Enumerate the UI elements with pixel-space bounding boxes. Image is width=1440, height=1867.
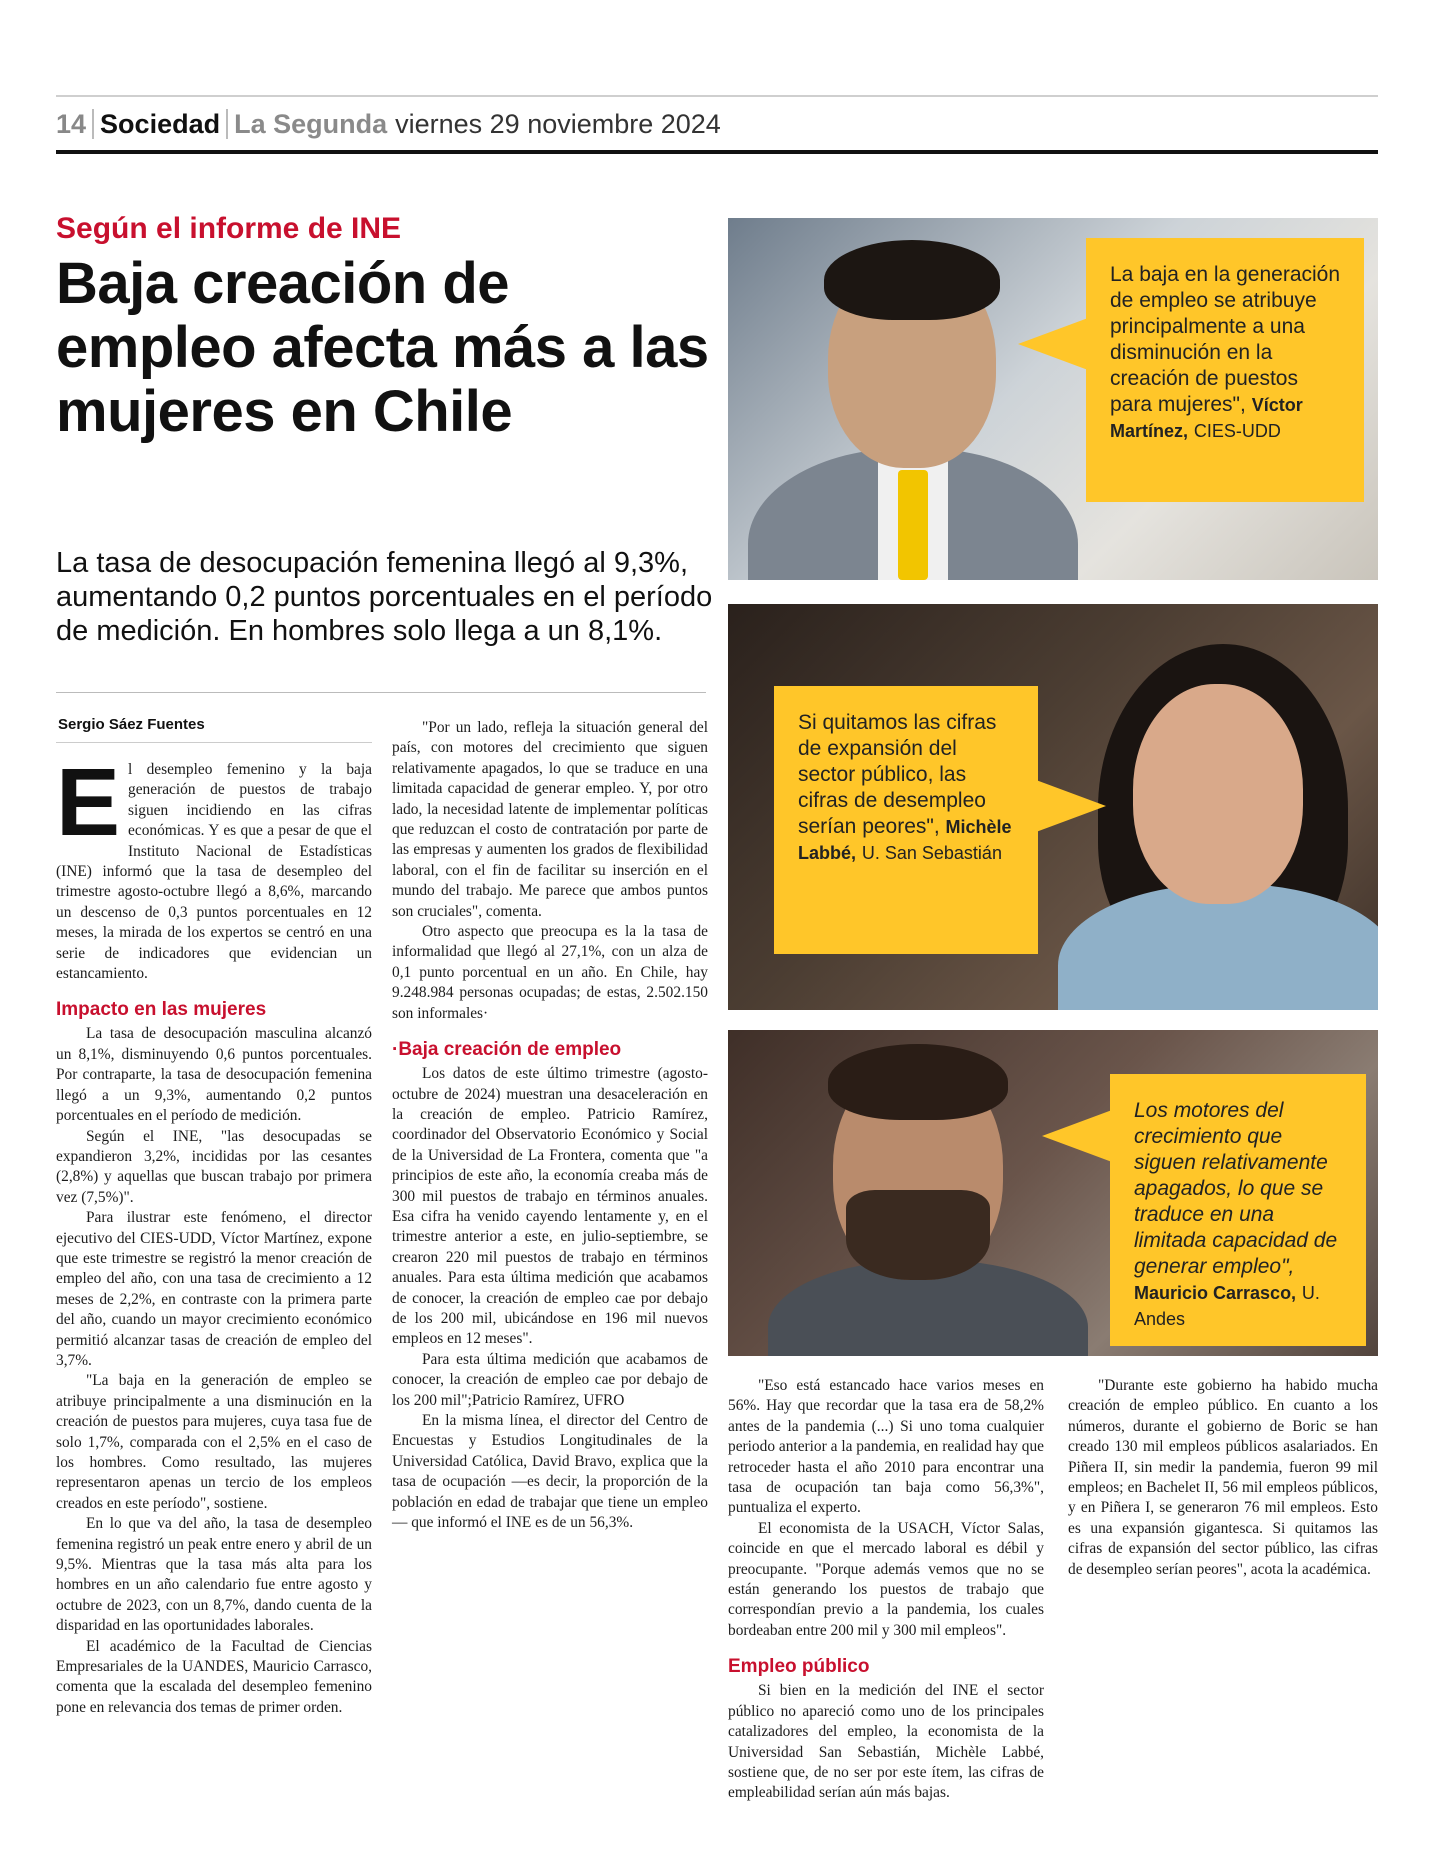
paragraph: El académico de la Facultad de Ciencias Empresariales de la UANDES, Mauricio Carrasco, comenta que la escalada del desempleo femenino pone en relevancia dos temas de primer orden.	[56, 1637, 372, 1716]
quote-affiliation: U. San Sebastián	[861, 843, 1002, 863]
quote-author: Víctor Martínez,	[1110, 395, 1303, 441]
header-top-rule	[56, 95, 1378, 97]
page-header	[56, 100, 721, 148]
article-column-4	[1068, 1376, 1378, 1580]
quote-affiliation: CIES-UDD	[1193, 421, 1281, 441]
subheading-baja-creacion: ·Baja creación de empleo	[392, 1039, 622, 1061]
paragraph: Los datos de este último trimestre (agosto-octubre de 2024) muestran una desaceleración en la creación de empleo. Patricio Ramírez, coordinador del Observatorio Económico y Social de la Universidad de La Frontera, comenta que "a principios de este año, la economía creaba más de 300 mil puestos de trabajo en términos anuales. Esa cifra ha venido cayendo lentamente y, en el trimestre anterior a este, en julio-septiembre, se crearon 220 mil puestos de trabajo en términos anuales. Para esta última medición que acabamos de conocer, la creación de empleo cae por debajo de los 200 mil, ubicándose en 196 mil nuevos empleos en 12 meses".	[392, 1065, 708, 1348]
photo-victor-martinez	[728, 218, 1378, 580]
paragraph: Según el INE, "las desocupadas se expandieron 3,2%, incididas por las cesantes (2,8%) y aquellas que buscan trabajo por primera vez (7,5%)".	[56, 1127, 372, 1206]
quote-text: Los motores del crecimiento que siguen relativamente apagados, lo que se traduce en una limitada capacidad de generar empleo",	[1134, 1099, 1338, 1278]
paragraph: Para esta última medición que acabamos de conocer, la creación de empleo cae por debajo de los 200 mil";Patricio Ramírez, UFRO	[392, 1350, 708, 1409]
paragraph: La tasa de desocupación masculina alcanzó un 8,1%, disminuyendo 0,6 puntos porcentuales. Por contraparte, la tasa de desocupación femenina llegó a un 9,3%, aumentando 0,2 puntos porcentuales en el período de medición.	[56, 1025, 372, 1125]
section-name: Sociedad	[100, 108, 221, 139]
article-kicker: Según el informe de INE	[56, 212, 402, 245]
paragraph: "Por un lado, refleja la situación general del país, con motores del crecimiento que siguen relativamente apagados, lo que se traduce en una limitada capacidad de generar empleo. Y, por otro lado, la necesidad latente de implementar políticas que reduzcan el costo de contratación por parte de las empresas y aumenten los grados de flexibilidad laboral, con el fin de facilitar su inserción en el mundo del trabajo. Me parece que ambos puntos son cruciales", comenta.	[392, 719, 708, 920]
header-divider	[226, 109, 228, 139]
person-hair	[828, 1044, 1008, 1120]
article-column-3	[728, 1376, 1044, 1804]
page-number: 14	[56, 108, 87, 139]
paragraph	[56, 749, 372, 984]
quote-bubble-carrasco	[1110, 1074, 1366, 1346]
paragraph: En la misma línea, el director del Centro de Encuestas y Estudios Longitudinales de la Universidad Católica, David Bravo, explica que la tasa de ocupación —es decir, la proporción de la población en edad de trabajar que tiene un empleo— que informó el INE es de un 56,3%.	[392, 1412, 708, 1532]
quote-affiliation: U. Andes	[1134, 1283, 1320, 1329]
person-face	[1133, 684, 1303, 904]
paragraph: Si bien en la medición del INE el sector público no apareció como uno de los principales catalizadores del empleo, la economista de la Universidad San Sebastián, Michèle Labbé, sostiene que, de no ser por este ítem, las cifras de empleabilidad serían aún más bajas.	[728, 1682, 1044, 1802]
person-hair	[824, 240, 1000, 320]
photo-mauricio-carrasco	[728, 1030, 1378, 1356]
paragraph: Otro aspecto que preocupa es la la tasa de informalidad que llegó al 27,1%, con un alza de 0,1 punto porcentual en un año. En Chile, hay 9.248.984 personas ocupadas; de estas, 2.502.150 son informales·	[392, 923, 708, 1022]
article-lead: La tasa de desocupación femenina llegó al 9,3%, aumentando 0,2 puntos porcentuales en el período de medición. En hombres solo llega a un 8,1%.	[56, 547, 713, 647]
header-divider	[92, 109, 94, 139]
quote-bubble-labbe	[774, 686, 1038, 954]
quote-bubble-tail	[1042, 1110, 1112, 1162]
person-beard	[846, 1190, 990, 1280]
paragraph: "La baja en la generación de empleo se atribuye principalmente a una disminución en la creación de puestos para mujeres, cuya tasa fue de solo 1,7%, comparada con el 2,5% en el caso de los hombres. Como resultado, las mujeres representaron apenas un tercio de los empleos creados en este período", sostiene.	[56, 1372, 372, 1512]
paragraph-text: l desempleo femenino y la baja generación de puestos de trabajo siguen incidiendo en las cifras económicas. Y es que a pesar de que el Instituto Nacional de Estadísticas (INE) informó que la tasa de desempleo del trimestre agosto-octubre llegó a 8,6%, marcando un descenso de 0,3 puntos porcentuales en 12 meses, la mirada de los expertos se centró en una serie de indicadores que evidencian un estancamiento.	[56, 761, 372, 983]
quote-text: La baja en la generación de empleo se atribuye principalmente a una disminución en la creación de puestos para mujeres",	[1110, 263, 1341, 416]
article-column-2	[392, 718, 708, 1533]
quote-bubble-martinez	[1086, 238, 1364, 502]
subheading-empleo-publico: Empleo público	[728, 1656, 870, 1678]
lead-divider	[56, 692, 706, 693]
quote-text: Si quitamos las cifras de expansión del sector público, las cifras de desempleo serían peores",	[798, 711, 997, 838]
subheading-impacto: Impacto en las mujeres	[56, 999, 267, 1021]
quote-bubble-tail	[1036, 780, 1106, 832]
article-headline: Baja creación de empleo afecta más a las mujeres en Chile	[56, 251, 709, 444]
header-bottom-rule	[56, 150, 1378, 154]
byline-divider	[56, 742, 372, 743]
newspaper-name: La Segunda	[234, 108, 388, 139]
paragraph: En lo que va del año, la tasa de desempleo femenina registró un peak entre enero y abril de un 9,5%. Mientras que la tasa más alta para los hombres en un año calendario fue entre agosto y octubre de 2023, con un 8,7%, dando cuenta de la disparidad en las oportunidades laborales.	[56, 1515, 372, 1635]
person-tie	[898, 470, 928, 580]
photo-michele-labbe	[728, 604, 1378, 1010]
article-column-1	[56, 749, 372, 1718]
quote-author: Mauricio Carrasco,	[1134, 1283, 1297, 1303]
drop-cap: E	[56, 749, 121, 856]
paragraph: "Eso está estancado hace varios meses en 56%. Hay que recordar que la tasa era de 58,2% antes de la pandemia (...) Si uno toma cualquier periodo anterior a la pandemia, en realidad hay que retroceder hasta el año 2010 para encontrar una tasa de ocupación tan baja como 56,3%", puntualiza el experto.	[728, 1377, 1044, 1517]
article-byline: Sergio Sáez Fuentes	[58, 716, 205, 733]
paragraph: "Durante este gobierno ha habido mucha creación de empleo público. En cuanto a los números, durante el gobierno de Boric se han creado 130 mil empleos públicos asalariados. En Piñera II, sin medir la pandemia, fueron 99 mil empleos; en Bachelet II, 56 mil empleos públicos, y en Piñera I, se generaron 76 mil empleos. Esto es una expansión gigantesca. Si quitamos las cifras de expansión del sector público, las cifras de desempleo serían peores", acota la académica.	[1068, 1377, 1378, 1578]
issue-date: viernes 29 noviembre 2024	[395, 108, 721, 139]
quote-author: Michèle Labbé,	[798, 817, 1012, 863]
paragraph: Para ilustrar este fenómeno, el director ejecutivo del CIES-UDD, Víctor Martínez, expone que este trimestre se registró la menor creación de empleo del año, con una tasa de crecimiento a 12 meses de 2,2%, en contraste con la primera parte del año, cuando un mayor crecimiento económico permitió alcanzar tasas de creación de empleo del 3,7%.	[56, 1209, 372, 1369]
paragraph: El economista de la USACH, Víctor Salas, coincide en que el mercado laboral es débil y preocupante. "Porque además vemos que no se están generando los puestos de trabajo que correspondían previo a la pandemia, los cuales bordeaban entre 200 mil y 300 mil empleos".	[728, 1519, 1044, 1639]
quote-bubble-tail	[1018, 318, 1088, 370]
